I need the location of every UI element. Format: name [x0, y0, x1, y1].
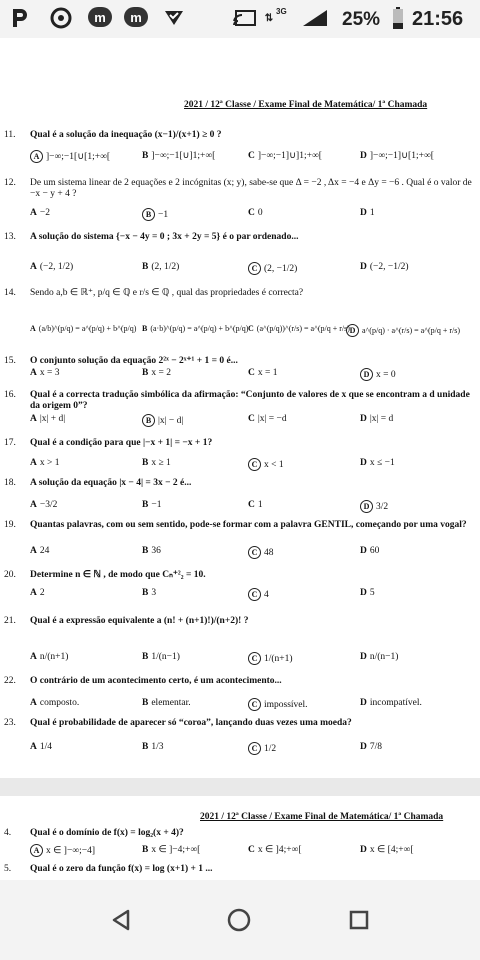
- option-d[interactable]: D 3/2: [360, 500, 388, 513]
- m-app-icon-2: m: [124, 7, 148, 27]
- option-a[interactable]: A n/(n+1): [30, 652, 69, 662]
- option-c[interactable]: C (2, −1/2): [248, 262, 297, 275]
- option-d[interactable]: D x = 0: [360, 368, 396, 381]
- option-b[interactable]: B |x| − d|: [142, 414, 183, 427]
- option-c[interactable]: C x ∈ ]4;+∞[: [248, 845, 302, 855]
- back-triangle-icon[interactable]: [106, 905, 136, 935]
- option-c[interactable]: C 1: [248, 500, 263, 510]
- option-d[interactable]: D n/(n−1): [360, 652, 399, 662]
- download-check-icon: [162, 7, 186, 29]
- option-b[interactable]: B 1/(n−1): [142, 652, 180, 662]
- option-b[interactable]: B 36: [142, 546, 161, 556]
- option-a[interactable]: A (a/b)^(p/q) = a^(p/q) + b^(p/q): [30, 324, 137, 333]
- navigation-bar: [0, 880, 480, 960]
- question-number: 11.: [4, 130, 16, 140]
- option-b[interactable]: B 3: [142, 588, 157, 598]
- question-stem: O conjunto solução da equação 2²ˣ − 2ˣ⁺¹ + 1 = 0 é...: [30, 356, 238, 366]
- option-a[interactable]: A |x| + d|: [30, 414, 66, 424]
- option-d[interactable]: D 5: [360, 588, 375, 598]
- option-d[interactable]: D |x| = d: [360, 414, 394, 424]
- option-b[interactable]: B −1: [142, 208, 168, 221]
- question-stem: Qual é o zero da função f(x) = log (x+1) + 1 ...: [30, 864, 213, 874]
- option-d[interactable]: D x ∈ [4;+∞[: [360, 845, 414, 855]
- options-14: [30, 324, 476, 338]
- options-20: [30, 588, 476, 602]
- question-number: 19.: [4, 520, 16, 530]
- option-d[interactable]: D a^(p/q) · a^(r/s) = a^(p/q + r/s): [346, 324, 460, 337]
- option-a[interactable]: A composto.: [30, 698, 80, 708]
- option-b[interactable]: B x ∈ ]−4;+∞[: [142, 845, 201, 855]
- battery-percent: 25%: [342, 9, 381, 30]
- option-a[interactable]: A 2: [30, 588, 45, 598]
- option-c[interactable]: C 1/(n+1): [248, 652, 293, 665]
- question-stem: A solução da equação |x − 4| = 3x − 2 é...: [30, 478, 192, 488]
- option-d[interactable]: D incompatível.: [360, 698, 422, 708]
- options-16: [30, 414, 476, 428]
- option-d[interactable]: D (−2, −1/2): [360, 262, 409, 272]
- document-page[interactable]: [0, 38, 480, 880]
- option-c[interactable]: C impossível.: [248, 698, 308, 711]
- data-arrows-icon: ⇅: [264, 12, 274, 24]
- signal-icon: [300, 7, 330, 29]
- question-stem: A solução do sistema {−x − 4y = 0 ; 3x + 2y = 5} é o par ordenado...: [30, 232, 299, 242]
- option-a[interactable]: A x = 3: [30, 368, 60, 378]
- option-b[interactable]: B ]−∞;−1[∪]1;+∞[: [142, 151, 216, 161]
- option-c[interactable]: C x < 1: [248, 458, 284, 471]
- question-stem: Sendo a,b ∈ ℝ⁺, p/q ∈ ℚ e r/s ∈ ℚ , qual das propriedades é correcta?: [30, 288, 304, 298]
- question-stem: Qual é o domínio de f(x) = log₂(x + 4)?: [30, 828, 184, 838]
- question-number: 5.: [4, 864, 12, 874]
- option-d[interactable]: D 60: [360, 546, 380, 556]
- options-15: [30, 368, 476, 382]
- options-12: [30, 208, 476, 222]
- option-d[interactable]: D ]−∞;−1]∪[1;+∞[: [360, 151, 434, 161]
- question-number: 20.: [4, 570, 16, 580]
- option-c[interactable]: C ]−∞;−1]∪]1;+∞[: [248, 151, 322, 161]
- option-c[interactable]: C |x| = −d: [248, 414, 287, 424]
- option-c[interactable]: C 1/2: [248, 742, 276, 755]
- option-b[interactable]: B (2, 1/2): [142, 262, 180, 272]
- question-stem: Quantas palavras, com ou sem sentido, pode-se formar com a palavra GENTIL, começando por uma vogal?: [30, 520, 467, 530]
- option-b[interactable]: B elementar.: [142, 698, 191, 708]
- option-c[interactable]: C 0: [248, 208, 263, 218]
- option-b[interactable]: B x = 2: [142, 368, 171, 378]
- option-d[interactable]: D x ≤ −1: [360, 458, 395, 468]
- option-a[interactable]: A x ∈ ]−∞;−4]: [30, 844, 95, 857]
- option-a[interactable]: A ]−∞;−1[∪[1;+∞[: [30, 150, 110, 163]
- p-app-icon: [8, 7, 32, 29]
- option-c[interactable]: C (a^(p/q))^(r/s) = a^(p/q + r/s): [248, 324, 350, 333]
- option-c[interactable]: C x = 1: [248, 368, 278, 378]
- question-number: 4.: [4, 828, 12, 838]
- option-a[interactable]: A 1/4: [30, 742, 53, 752]
- options-23: [30, 742, 476, 756]
- options-17: [30, 458, 476, 472]
- options-22: [30, 698, 476, 712]
- options-13: [30, 262, 476, 276]
- question-stem: O contrário de um acontecimento certo, é um acontecimento...: [30, 676, 282, 686]
- option-d[interactable]: D 1: [360, 208, 375, 218]
- clock: 21:56: [412, 8, 464, 30]
- option-a[interactable]: A −2: [30, 208, 50, 218]
- exam-header-2: 2021 / 12ª Classe / Exame Final de Matemática/ 1ª Chamada: [200, 812, 444, 822]
- home-circle-icon[interactable]: [224, 905, 254, 935]
- shield-icon: [48, 7, 74, 29]
- question-stem: Qual é a condição para que |−x + 1| = −x + 1?: [30, 438, 213, 448]
- options-21: [30, 652, 476, 666]
- question-number: 21.: [4, 616, 16, 626]
- options-18: [30, 500, 476, 514]
- options-19: [30, 546, 476, 560]
- network-type: 3G: [276, 7, 287, 16]
- cast-icon: [232, 7, 258, 29]
- page-break: [0, 778, 480, 796]
- option-b[interactable]: B 1/3: [142, 742, 164, 752]
- question-number: 16.: [4, 390, 16, 400]
- status-bar: [0, 0, 480, 38]
- option-a[interactable]: A x > 1: [30, 458, 60, 468]
- question-number: 12.: [4, 178, 16, 188]
- question-stem: Qual é a expressão equivalente a (n! + (n+1)!)/(n+2)! ?: [30, 616, 249, 626]
- battery-icon: [392, 7, 404, 29]
- question-number: 17.: [4, 438, 16, 448]
- options-11: [30, 150, 476, 164]
- question-number: 14.: [4, 288, 16, 298]
- option-a[interactable]: A (−2, 1/2): [30, 262, 74, 272]
- question-number: 15.: [4, 356, 16, 366]
- question-stem: Determine n ∈ ℕ , de modo que Cₙ⁺²₂ = 10.: [30, 570, 206, 580]
- options-4: [30, 844, 476, 858]
- m-app-icon: m: [88, 7, 112, 27]
- option-d[interactable]: D 7/8: [360, 742, 383, 752]
- question-stem: Qual é a correcta tradução simbólica da afirmação: “Conjunto de valores de x que se encontram a d unidade da origem 0”?: [30, 390, 470, 411]
- recents-square-icon[interactable]: [344, 905, 374, 935]
- question-number: 18.: [4, 478, 16, 488]
- exam-header: 2021 / 12ª Classe / Exame Final de Matemática/ 1ª Chamada: [184, 100, 428, 110]
- option-c[interactable]: C 48: [248, 546, 274, 559]
- question-number: 22.: [4, 676, 16, 686]
- question-stem: Qual é probabilidade de aparecer só “coroa”, lançando duas vezes uma moeda?: [30, 718, 352, 728]
- option-b[interactable]: B (a·b)^(p/q) = a^(p/q) + b^(p/q): [142, 324, 249, 333]
- option-c[interactable]: C 4: [248, 588, 269, 601]
- option-a[interactable]: A 24: [30, 546, 50, 556]
- question-number: 23.: [4, 718, 16, 728]
- question-stem: De um sistema linear de 2 equações e 2 incógnitas (x; y), sabe-se que Δ = −2 , Δx = −4 e Δy = −6 . Qual é o valor de −x − y + 4 ?: [30, 178, 472, 199]
- option-b[interactable]: B −1: [142, 500, 162, 510]
- option-b[interactable]: B x ≥ 1: [142, 458, 171, 468]
- question-stem: Qual é a solução da inequação (x−1)/(x+1) ≥ 0 ?: [30, 130, 222, 140]
- question-number: 13.: [4, 232, 16, 242]
- option-a[interactable]: A −3/2: [30, 500, 58, 510]
